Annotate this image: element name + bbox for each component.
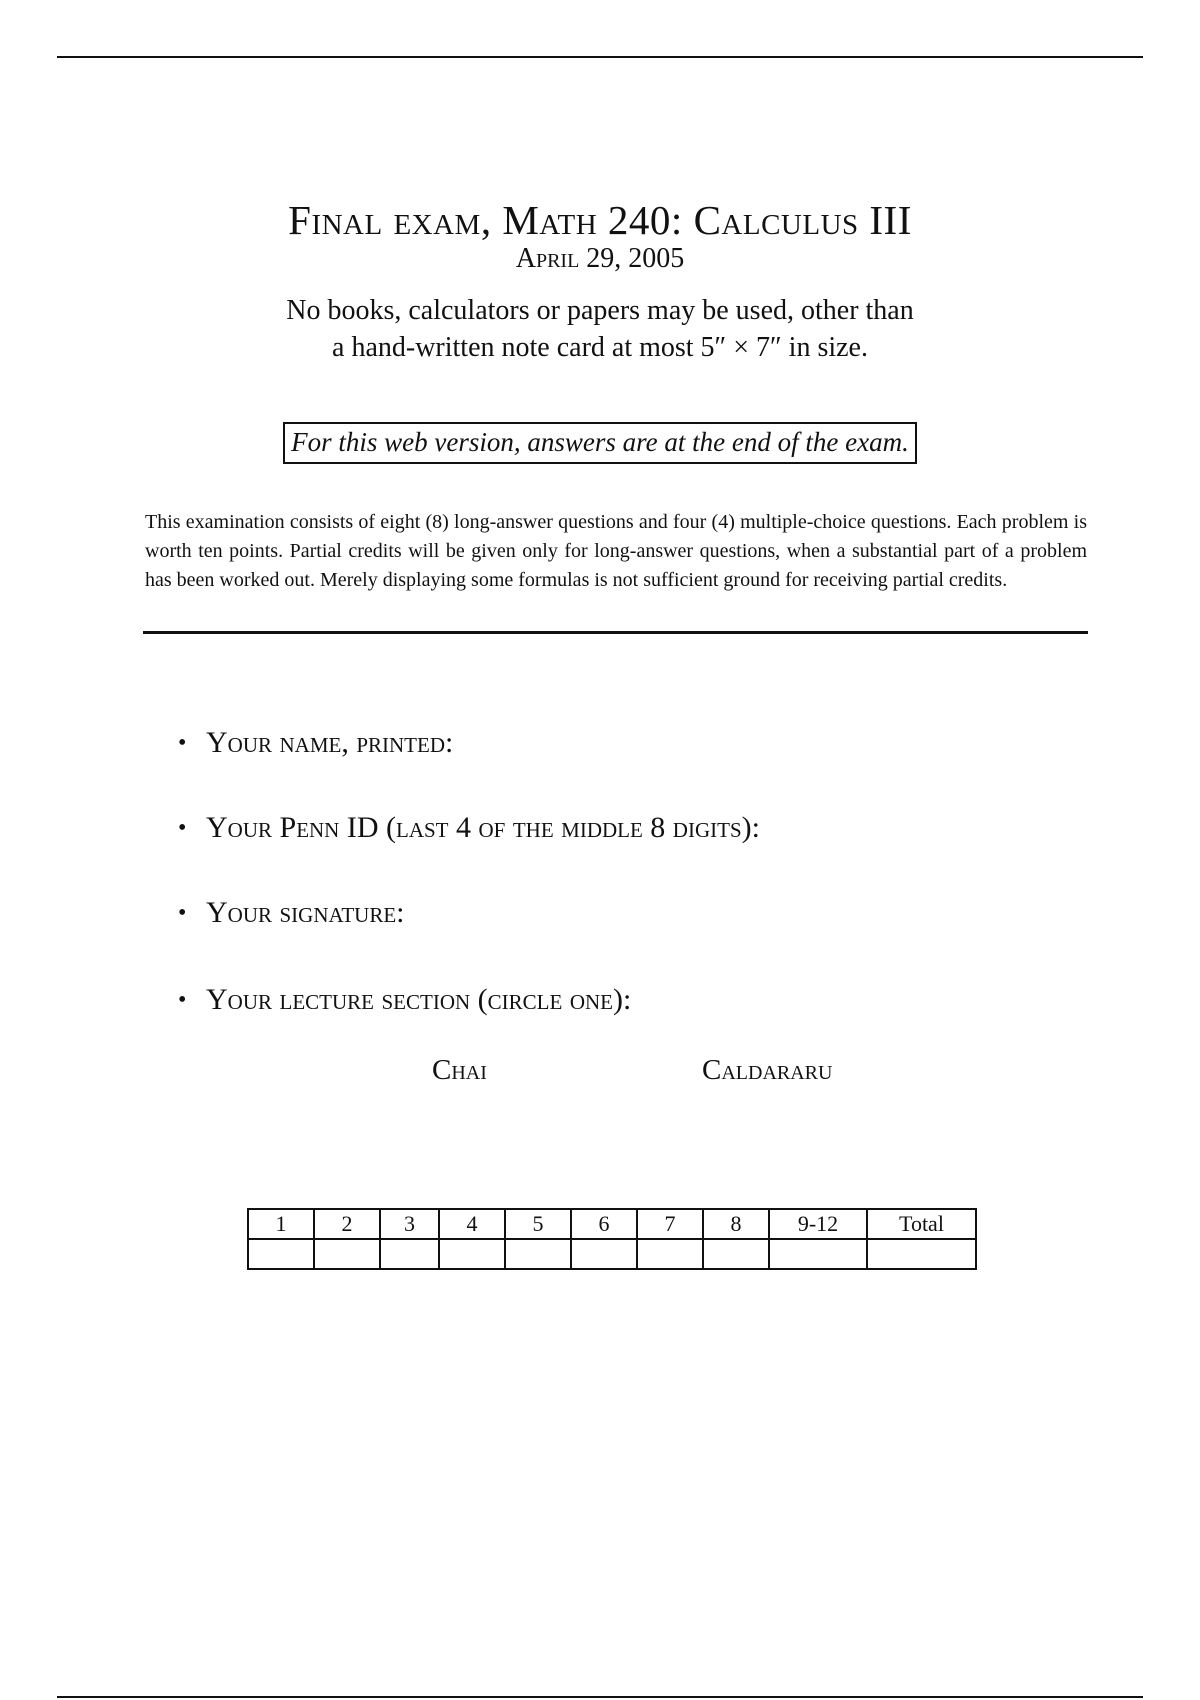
bullet-icon: • xyxy=(178,730,187,756)
grade-col-1: 1 xyxy=(248,1209,314,1239)
section-option-chai[interactable]: Chai xyxy=(432,1054,487,1086)
grade-col-2: 2 xyxy=(314,1209,380,1239)
grade-table-score-row xyxy=(248,1239,976,1269)
materials-rules-line-2: a hand-written note card at most 5″ × 7″ in size. xyxy=(332,332,868,363)
penn-id-field-label: Your Penn ID (last 4 of the middle 8 digits): xyxy=(206,811,760,844)
bullet-icon: • xyxy=(178,900,187,926)
bottom-rule xyxy=(57,1696,1143,1698)
score-cell[interactable] xyxy=(769,1239,867,1269)
score-cell-total[interactable] xyxy=(867,1239,976,1269)
grade-col-4: 4 xyxy=(439,1209,505,1239)
exam-date: April 29, 2005 xyxy=(515,243,685,274)
web-version-notice xyxy=(0,422,1200,464)
score-cell[interactable] xyxy=(380,1239,439,1269)
score-cell[interactable] xyxy=(571,1239,637,1269)
lecture-section-field-label: Your lecture section (circle one): xyxy=(206,983,632,1016)
penn-id-field xyxy=(178,811,760,845)
signature-field xyxy=(178,896,405,930)
score-cell[interactable] xyxy=(314,1239,380,1269)
top-rule xyxy=(57,56,1143,58)
web-version-note-box: For this web version, answers are at the end of the exam. xyxy=(283,422,917,464)
grade-col-3: 3 xyxy=(380,1209,439,1239)
exam-title: Final exam, Math 240: Calculus III xyxy=(288,197,912,243)
name-field-label: Your name, printed: xyxy=(206,726,454,759)
materials-rules xyxy=(0,292,1200,366)
grade-col-9-12: 9-12 xyxy=(769,1209,867,1239)
grade-col-6: 6 xyxy=(571,1209,637,1239)
lecture-section-field xyxy=(178,983,631,1017)
grade-table xyxy=(247,1208,977,1270)
grade-col-8: 8 xyxy=(703,1209,769,1239)
score-cell[interactable] xyxy=(637,1239,703,1269)
score-cell[interactable] xyxy=(439,1239,505,1269)
materials-rules-line-1: No books, calculators or papers may be used, other than xyxy=(286,295,914,326)
grade-col-7: 7 xyxy=(637,1209,703,1239)
score-cell[interactable] xyxy=(248,1239,314,1269)
name-field xyxy=(178,726,453,760)
score-cell[interactable] xyxy=(703,1239,769,1269)
grade-col-5: 5 xyxy=(505,1209,571,1239)
grade-table-header-row xyxy=(248,1209,976,1239)
grade-col-total: Total xyxy=(867,1209,976,1239)
exam-instructions: This examination consists of eight (8) long-answer questions and four (4) multiple-choice questions. Each problem is worth ten points. Partial credits will be given only for long-answer questions, when a substantial part of a problem has been worked out. Merely displaying some formulas is not sufficient ground for receiving partial credits. xyxy=(145,511,1087,591)
score-cell[interactable] xyxy=(505,1239,571,1269)
bullet-icon: • xyxy=(178,987,187,1013)
signature-field-label: Your signature: xyxy=(206,896,405,929)
section-option-caldararu[interactable]: Caldararu xyxy=(702,1054,833,1086)
instructions-divider xyxy=(143,631,1088,634)
bullet-icon: • xyxy=(178,815,187,841)
